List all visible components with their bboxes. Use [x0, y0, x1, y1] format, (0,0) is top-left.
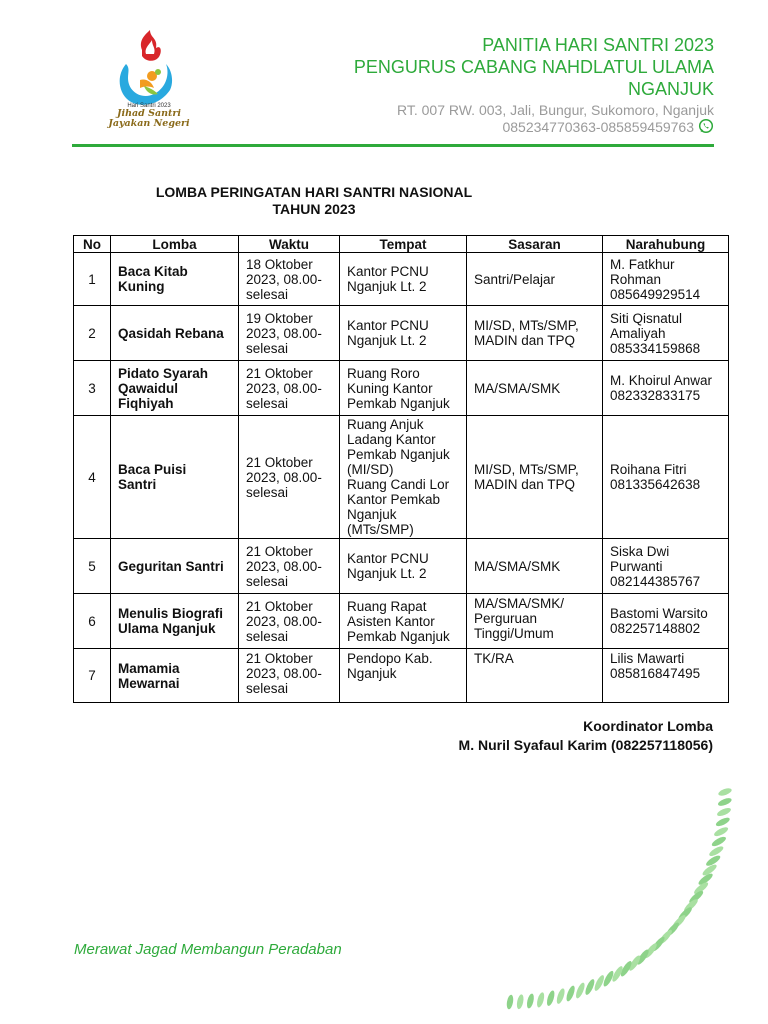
cell-waktu-line: 2023, 08.00-: [246, 666, 322, 681]
cell-lomba: [111, 594, 239, 649]
cell-waktu-line: 2023, 08.00-: [246, 271, 322, 287]
table-row: [74, 306, 729, 361]
leaf-shape: [506, 994, 514, 1009]
logo-caption: [106, 103, 192, 129]
cell-tempat: [340, 253, 467, 306]
cell-waktu-line: selesai: [246, 573, 289, 589]
cell-tempat: [340, 594, 467, 649]
cell-lomba-line: Baca Puisi: [118, 462, 187, 477]
cell-sasaran: [467, 649, 603, 703]
cell-waktu: [239, 306, 340, 361]
cell-narahubung: [603, 361, 729, 416]
cell-tempat-line: Kantor Pemkab: [347, 492, 441, 507]
cell-lomba-line: Santri: [118, 477, 157, 492]
cell-sasaran: [467, 416, 603, 539]
cell-lomba-line: Qawaidul: [118, 380, 179, 396]
cell-narahubung: [603, 306, 729, 361]
cell-tempat-line: Pemkab Nganjuk: [347, 395, 450, 411]
cell-tempat-line: Ruang Anjuk: [347, 417, 424, 432]
cell-narahubung-line: 082144385767: [610, 573, 701, 589]
cell-tempat-line: Nganjuk Lt. 2: [347, 333, 427, 348]
cell-lomba: [111, 253, 239, 306]
table-row: [74, 649, 729, 703]
cell-narahubung-line: Purwanti: [610, 558, 663, 574]
cell-narahubung: [603, 649, 729, 703]
cell-narahubung-line: 082257148802: [610, 621, 701, 636]
cell-sasaran-line: Perguruan: [474, 611, 538, 626]
cell-waktu-line: selesai: [246, 681, 289, 696]
cell-lomba-line: Baca Kitab: [118, 264, 188, 279]
cell-lomba: [111, 416, 239, 539]
cell-sasaran-line: MI/SD, MTs/SMP,: [474, 318, 579, 333]
cell-no: 3: [74, 361, 111, 416]
cell-sasaran-line: TK/RA: [474, 651, 514, 666]
cell-tempat-line: Pemkab Nganjuk: [347, 628, 450, 644]
cell-tempat-line: Kantor PCNU: [347, 318, 429, 333]
cell-narahubung-line: 082332833175: [610, 388, 701, 403]
logo-small-text: Hari Santri 2023: [127, 103, 171, 109]
cell-tempat-line: Kantor PCNU: [347, 551, 429, 566]
cell-waktu-line: selesai: [246, 484, 289, 500]
cell-tempat: [340, 539, 467, 594]
col-header-sasaran: Sasaran: [467, 236, 603, 253]
cell-narahubung-line: Rohman: [610, 271, 662, 287]
cell-no: 1: [74, 253, 111, 306]
cell-tempat: [340, 649, 467, 703]
cell-narahubung-line: Bastomi Warsito: [610, 606, 708, 621]
whatsapp-icon: [698, 118, 714, 134]
cell-sasaran-line: MADIN dan TPQ: [474, 333, 576, 348]
cell-tempat-line: Asisten Kantor: [347, 613, 435, 629]
cell-tempat-line: Ruang Roro: [347, 365, 420, 381]
cell-sasaran: [467, 594, 603, 649]
cell-lomba: [111, 539, 239, 594]
cell-tempat-line: Nganjuk: [347, 507, 397, 522]
cell-no: 6: [74, 594, 111, 649]
cell-waktu: [239, 649, 340, 703]
table-row: [74, 416, 729, 539]
cell-narahubung: [603, 253, 729, 306]
cell-narahubung-line: Siti Qisnatul: [610, 310, 683, 326]
cell-lomba: [111, 361, 239, 416]
leaf-shape: [708, 845, 725, 858]
logo-slogan-line2: Jayakan Negeri: [108, 118, 190, 129]
cell-waktu-line: 21 Oktober: [246, 543, 313, 559]
cell-sasaran: [467, 253, 603, 306]
leaf-shape: [565, 985, 577, 1003]
table-row: [74, 253, 729, 306]
coordinator-role: Koordinator Lomba: [583, 718, 713, 734]
cell-narahubung-line: Amaliyah: [610, 325, 666, 341]
cell-tempat-line: Kuning Kantor: [347, 380, 433, 396]
letterhead-phone: 085234770363-085859459763: [502, 119, 694, 135]
cell-narahubung: [603, 539, 729, 594]
cell-waktu-line: 21 Oktober: [246, 598, 313, 614]
cell-sasaran-line: MA/SMA/SMK: [474, 380, 561, 396]
cell-waktu: [239, 416, 340, 539]
cell-waktu-line: 19 Oktober: [246, 310, 313, 326]
table-row: [74, 539, 729, 594]
cell-lomba-line: Qasidah Rebana: [118, 325, 224, 341]
col-header-narahubung: Narahubung: [603, 236, 729, 253]
leaf-shape: [516, 994, 525, 1010]
cell-lomba-line: Geguritan Santri: [118, 558, 224, 574]
cell-no: 5: [74, 539, 111, 594]
cell-tempat: [340, 416, 467, 539]
cell-narahubung-line: Siska Dwi: [610, 543, 670, 559]
cell-waktu-line: selesai: [246, 340, 289, 356]
header-divider: [72, 144, 714, 147]
table-row: [74, 361, 729, 416]
cell-sasaran-line: MA/SMA/SMK: [474, 558, 561, 574]
cell-lomba-line: Mamamia: [118, 660, 180, 676]
cell-lomba-line: Kuning: [118, 279, 165, 294]
leaf-shape: [526, 993, 535, 1009]
leaf-shape: [713, 826, 729, 838]
cell-narahubung: [603, 416, 729, 539]
cell-tempat-line: Ladang Kantor: [347, 432, 436, 447]
cell-waktu-line: 21 Oktober: [246, 454, 313, 470]
cell-lomba-line: Fiqhiyah: [118, 395, 174, 411]
cell-waktu-line: 2023, 08.00-: [246, 380, 322, 396]
cell-tempat-line: Ruang Rapat: [347, 598, 427, 614]
cell-lomba-line: Menulis Biografi: [118, 606, 224, 621]
cell-lomba: [111, 306, 239, 361]
cell-tempat-line: (MTs/SMP): [347, 522, 414, 537]
footer-motto: Merawat Jagad Membangun Peradaban: [74, 941, 342, 958]
cell-narahubung-line: Roihana Fitri: [610, 462, 687, 477]
cell-waktu-line: 21 Oktober: [246, 651, 313, 666]
logo-slogan-line1: Jihad Santri: [116, 108, 182, 119]
cell-no: 7: [74, 649, 111, 703]
cell-waktu-line: 2023, 08.00-: [246, 613, 322, 629]
cell-waktu: [239, 361, 340, 416]
cell-waktu-line: 2023, 08.00-: [246, 558, 322, 574]
leaf-shape: [717, 797, 733, 808]
cell-lomba-line: Ulama Nganjuk: [118, 621, 216, 636]
table-row: [74, 594, 729, 649]
cell-sasaran-line: Tinggi/Umum: [474, 626, 554, 641]
letterhead-address: RT. 007 RW. 003, Jali, Bungur, Sukomoro, Nganjuk: [397, 102, 714, 118]
leaf-shape: [717, 787, 732, 797]
table-header-row: [74, 236, 729, 253]
letterhead-line2: PENGURUS CABANG NAHDLATUL ULAMA: [353, 57, 714, 77]
leaf-shape: [574, 982, 586, 1000]
document-title: LOMBA PERINGATAN HARI SANTRI NASIONAL: [155, 184, 473, 200]
cell-no: 4: [74, 416, 111, 539]
leaf-shape: [536, 992, 546, 1009]
competition-table: [73, 235, 729, 703]
cell-sasaran-line: MADIN dan TPQ: [474, 477, 576, 492]
cell-tempat-line: Nganjuk Lt. 2: [347, 279, 427, 294]
cell-tempat-line: Nganjuk Lt. 2: [347, 566, 427, 581]
cell-narahubung-line: 085816847495: [610, 666, 701, 681]
cell-lomba-line: Pidato Syarah: [118, 365, 209, 381]
leaf-garland-decoration: [500, 780, 768, 1024]
letterhead-line1: PANITIA HARI SANTRI 2023: [482, 35, 714, 55]
leaf-shape: [545, 990, 555, 1007]
cell-narahubung-line: M. Khoirul Anwar: [610, 373, 713, 388]
cell-waktu-line: selesai: [246, 628, 289, 644]
cell-tempat-line: Kantor PCNU: [347, 264, 429, 279]
cell-tempat-line: Pemkab Nganjuk: [347, 447, 450, 462]
cell-narahubung: [603, 594, 729, 649]
leaf-shape: [716, 806, 732, 817]
cell-narahubung-line: 085649929514: [610, 286, 701, 302]
coordinator-name: M. Nuril Syafaul Karim (082257118056): [458, 737, 713, 753]
cell-sasaran: [467, 306, 603, 361]
leaf-shape: [715, 816, 731, 828]
cell-waktu: [239, 539, 340, 594]
cell-waktu-line: 2023, 08.00-: [246, 469, 322, 485]
cell-lomba: [111, 649, 239, 703]
cell-sasaran: [467, 539, 603, 594]
cell-sasaran-line: MI/SD, MTs/SMP,: [474, 462, 579, 477]
leaf-shape: [711, 835, 728, 848]
leaf-shape: [555, 987, 566, 1004]
document-subtitle: TAHUN 2023: [272, 201, 356, 217]
cell-waktu-line: 2023, 08.00-: [246, 325, 322, 341]
cell-narahubung-line: M. Fatkhur: [610, 256, 675, 272]
cell-lomba-line: Mewarnai: [118, 675, 180, 691]
col-header-tempat: Tempat: [340, 236, 467, 253]
cell-waktu-line: 18 Oktober: [246, 256, 313, 272]
cell-waktu: [239, 594, 340, 649]
cell-waktu-line: selesai: [246, 286, 289, 302]
cell-sasaran-line: Santri/Pelajar: [474, 271, 556, 287]
cell-narahubung-line: 081335642638: [610, 477, 701, 492]
cell-tempat: [340, 306, 467, 361]
col-header-waktu: Waktu: [239, 236, 340, 253]
cell-sasaran-line: MA/SMA/SMK/: [474, 596, 565, 611]
letterhead-line3: NGANJUK: [627, 79, 714, 99]
cell-no: 2: [74, 306, 111, 361]
cell-tempat-line: Nganjuk: [347, 666, 397, 681]
col-header-lomba: Lomba: [111, 236, 239, 253]
cell-tempat-line: Pendopo Kab.: [347, 651, 433, 666]
cell-tempat: [340, 361, 467, 416]
leaf-shape: [584, 978, 597, 996]
cell-narahubung-line: 085334159868: [610, 340, 701, 356]
cell-waktu-line: 21 Oktober: [246, 365, 313, 381]
cell-waktu-line: selesai: [246, 395, 289, 411]
cell-tempat-line: (MI/SD): [347, 462, 394, 477]
cell-sasaran: [467, 361, 603, 416]
cell-waktu: [239, 253, 340, 306]
cell-tempat-line: Ruang Candi Lor: [347, 477, 450, 492]
cell-narahubung-line: Lilis Mawarti: [610, 651, 685, 666]
col-header-no: No: [74, 236, 111, 253]
